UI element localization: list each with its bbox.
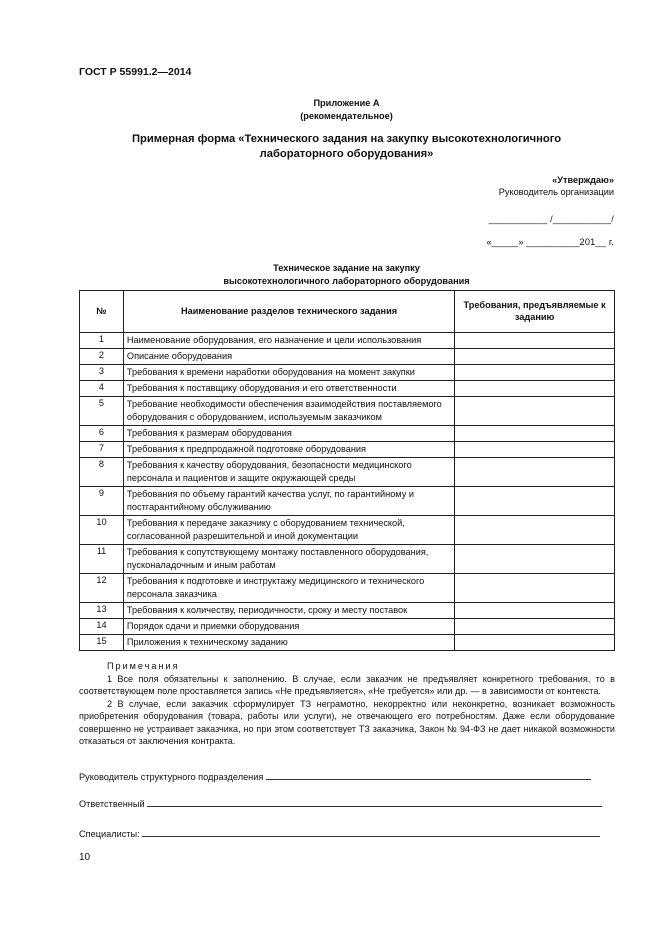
row-req-cell	[455, 619, 615, 635]
signature-responsible-line	[79, 797, 602, 811]
table-row	[80, 365, 615, 381]
note-1: 1 Все поля обязательны к заполнению. В случае, если заказчик не предъявляет конкретного требования, то в соответствующем поле проставляется запись «Не предъявляется», «Не требуется» или др. — в зависимости от контекста.	[79, 673, 615, 696]
page-number: 10	[79, 852, 91, 863]
document-code: ГОСТ Р 55991.2—2014	[79, 66, 192, 78]
row-name: Требования к времени наработки оборудования на момент закупки	[123, 365, 454, 381]
row-req-cell	[455, 381, 615, 397]
notes-section	[79, 660, 615, 748]
appendix-heading	[79, 97, 614, 123]
row-num: 1	[80, 333, 124, 349]
table-row	[80, 397, 615, 426]
row-num: 3	[80, 365, 124, 381]
signature-responsible-rule	[147, 797, 602, 807]
table-row	[80, 603, 615, 619]
table-row	[80, 487, 615, 516]
table-header-row	[80, 291, 615, 333]
row-num: 12	[80, 574, 124, 603]
signature-head-rule	[266, 770, 591, 780]
row-req-cell	[455, 365, 615, 381]
table-row	[80, 516, 615, 545]
row-num: 4	[80, 381, 124, 397]
table-row	[80, 349, 615, 365]
row-name: Требования к подготовке и инструктажу медицинского и технического персонала заказчика	[123, 574, 454, 603]
row-num: 15	[80, 635, 124, 651]
row-num: 2	[80, 349, 124, 365]
table-row	[80, 545, 615, 574]
row-num: 13	[80, 603, 124, 619]
notes-title: Примечания	[107, 661, 180, 671]
form-title-line1: Примерная форма «Технического задания на закупку высокотехнологичного	[131, 133, 562, 145]
signature-specialists-label: Специалисты:	[79, 829, 140, 839]
row-num: 5	[80, 397, 124, 426]
row-num: 10	[80, 516, 124, 545]
row-req-cell	[455, 635, 615, 651]
approval-date-field: «_____» __________201__ г.	[486, 237, 614, 247]
row-req-cell	[455, 397, 615, 426]
row-name: Наименование оборудования, его назначение и цели использования	[123, 333, 454, 349]
row-name: Описание оборудования	[123, 349, 454, 365]
table-title-line1: Техническое задание на закупку	[273, 263, 420, 273]
table-title-line2: высокотехнологичного лабораторного оборудования	[223, 276, 470, 286]
table-row	[80, 458, 615, 487]
approval-signature-field: ___________ /___________/	[488, 214, 614, 224]
row-req-cell	[455, 574, 615, 603]
row-req-cell	[455, 333, 615, 349]
table-row	[80, 635, 615, 651]
row-req-cell	[455, 545, 615, 574]
row-name: Приложения к техническому заданию	[123, 635, 454, 651]
header-name: Наименование разделов технического задания	[123, 291, 454, 333]
approval-label: «Утверждаю»	[552, 175, 614, 185]
row-req-cell	[455, 603, 615, 619]
row-req-cell	[455, 349, 615, 365]
table-row	[80, 442, 615, 458]
row-num: 11	[80, 545, 124, 574]
row-name: Требования к качеству оборудования, безопасности медицинского персонала и пациентов и защите окружающей среды	[123, 458, 454, 487]
row-name: Требования к количеству, периодичности, сроку и месту поставок	[123, 603, 454, 619]
spec-table	[79, 290, 615, 651]
table-row	[80, 574, 615, 603]
row-req-cell	[455, 516, 615, 545]
appendix-label: Приложение А	[313, 98, 380, 108]
row-name: Порядок сдачи и приемки оборудования	[123, 619, 454, 635]
row-name: Требования по объему гарантий качества услуг, по гарантийному и постгарантийному обслуживанию	[123, 487, 454, 516]
row-req-cell	[455, 442, 615, 458]
header-req: Требования, предъявляемые к заданию	[455, 291, 615, 333]
table-row	[80, 619, 615, 635]
signature-head-label: Руководитель структурного подразделения	[79, 772, 264, 782]
signature-head-line	[79, 770, 591, 784]
row-name: Требования к передаче заказчику с оборудованием технической, согласованной разрешительной и иной документации	[123, 516, 454, 545]
row-num: 8	[80, 458, 124, 487]
row-name: Требования к сопутствующему монтажу поставленного оборудования, пусконаладочным и иным работам	[123, 545, 454, 574]
table-title	[79, 262, 614, 288]
form-title-line2: лабораторного оборудования»	[259, 148, 434, 160]
approval-role: Руководитель организации	[498, 187, 614, 197]
form-title	[79, 132, 614, 162]
row-name: Требования к предпродажной подготовке оборудования	[123, 442, 454, 458]
signature-responsible-label: Ответственный	[79, 799, 145, 809]
row-req-cell	[455, 487, 615, 516]
row-req-cell	[455, 458, 615, 487]
table-row	[80, 426, 615, 442]
appendix-status: (рекомендательное)	[300, 111, 393, 121]
row-name: Требование необходимости обеспечения взаимодействия поставляемого оборудования с оборудованием, используемым заказчиком	[123, 397, 454, 426]
header-num: №	[80, 291, 124, 333]
row-name: Требования к поставщику оборудования и его ответственности	[123, 381, 454, 397]
row-name: Требования к размерам оборудования	[123, 426, 454, 442]
signature-specialists-line	[79, 827, 600, 841]
row-num: 14	[80, 619, 124, 635]
signature-specialists-rule	[142, 827, 600, 837]
row-num: 6	[80, 426, 124, 442]
table-row	[80, 333, 615, 349]
row-num: 9	[80, 487, 124, 516]
table-row	[80, 381, 615, 397]
row-req-cell	[455, 426, 615, 442]
row-num: 7	[80, 442, 124, 458]
note-2: 2 В случае, если заказчик сформулирует ТЗ неграмотно, некорректно или неконкретно, возникает возможность приобретения оборудования (товара, работы или услуги), не отвечающего его потребностям. Даже если оборудование совершенно не устраивает заказчика, но при этом соответствует ТЗ заказчика, Закон № 94-ФЗ не дает никакой возможности отказаться от заключения контракта.	[79, 698, 615, 746]
